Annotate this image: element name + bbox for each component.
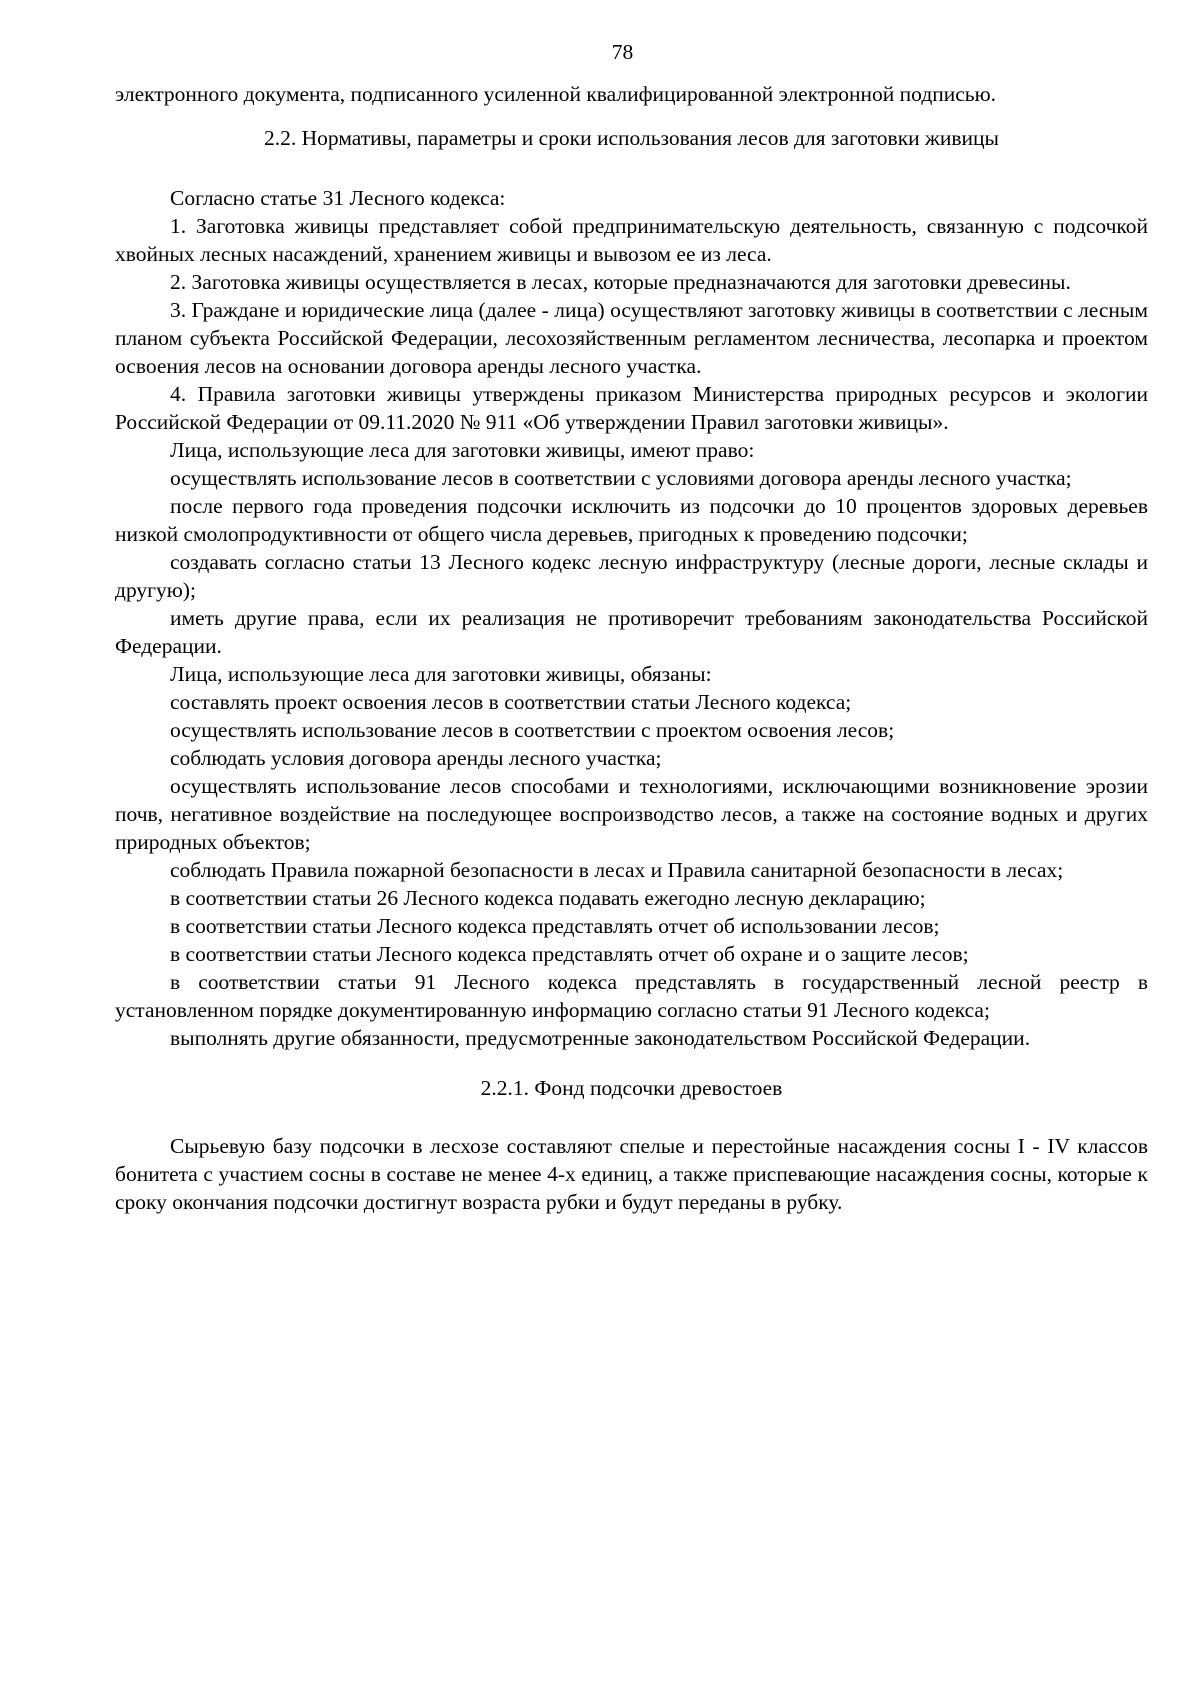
section-2-2-text (115, 184, 1148, 1052)
paragraph: 3. Граждане и юридические лица (далее - лица) осуществляют заготовку живицы в соответствии с лесным планом субъекта Российской Федерации, лесохозяйственным регламентом лесничества, лесопарка и проектом освоения лесов на основании договора аренды лесного участка. (115, 298, 1148, 378)
paragraph: осуществлять использование лесов в соответствии с проектом освоения лесов; (170, 718, 895, 742)
paragraph: в соответствии статьи Лесного кодекса представлять отчет об использовании лесов; (170, 914, 940, 938)
paragraph: в соответствии статьи 91 Лесного кодекса представлять в государственный лесной реестр в установленном порядке документированную информацию согласно статьи 91 Лесного кодекса; (115, 970, 1148, 1022)
paragraph: в соответствии статьи Лесного кодекса представлять отчет об охране и о защите лесов; (170, 942, 969, 966)
paragraph: 2. Заготовка живицы осуществляется в лесах, которые предназначаются для заготовки древесины. (170, 270, 1071, 294)
intro-line: электронного документа, подписанного усиленной квалифицированной электронной подписью. (115, 82, 997, 106)
page-number: 78 (611, 40, 634, 64)
paragraph: создавать согласно статьи 13 Лесного кодекс лесную инфраструктуру (лесные дороги, лесные склады и другую); (115, 550, 1148, 602)
paragraph: составлять проект освоения лесов в соответствии статьи Лесного кодекса; (170, 690, 852, 714)
paragraph: 1. Заготовка живицы представляет собой предпринимательскую деятельность, связанную с подсочкой хвойных лесных насаждений, хранением живицы и вывозом ее из леса. (115, 214, 1148, 266)
document-body (115, 80, 1148, 1216)
paragraph: соблюдать Правила пожарной безопасности в лесах и Правила санитарной безопасности в лесах; (170, 858, 1064, 882)
paragraph: Лица, использующие леса для заготовки живицы, имеют право: (170, 438, 755, 462)
paragraph: после первого года проведения подсочки исключить из подсочки до 10 процентов здоровых деревьев низкой смолопродуктивности от общего числа деревьев, пригодных к проведению подсочки; (115, 494, 1148, 546)
paragraph: 4. Правила заготовки живицы утверждены приказом Министерства природных ресурсов и экологии Российской Федерации от 09.11.2020 № 911 «Об утверждении Правил заготовки живицы». (115, 382, 1148, 434)
paragraph: соблюдать условия договора аренды лесного участка; (170, 746, 662, 770)
paragraph: осуществлять использование лесов в соответствии с условиями договора аренды лесного участка; (170, 466, 1072, 490)
paragraph: в соответствии статьи 26 Лесного кодекса подавать ежегодно лесную декларацию; (170, 886, 926, 910)
paragraph: Лица, использующие леса для заготовки живицы, обязаны: (170, 662, 712, 686)
section-heading-2-2-1: 2.2.1. Фонд подсочки древостоев (480, 1076, 783, 1100)
paragraph: выполнять другие обязанности, предусмотренные законодательством Российской Федерации. (170, 1026, 1031, 1050)
paragraph: Согласно статье 31 Лесного кодекса: (170, 186, 506, 210)
final-paragraph: Сырьевую базу подсочки в лесхозе составляют спелые и перестойные насаждения сосны I - IV классов бонитета с участием сосны в составе не менее 4-х единиц, а также приспевающие насаждения сосны, которые к сроку окончания подсочки достигнут возраста рубки и будут переданы в рубку. (115, 1134, 1148, 1214)
paragraph: осуществлять использование лесов способами и технологиями, исключающими возникновение эрозии почв, негативное воздействие на последующее воспроизводство лесов, а также на состояние водных и других природных объектов; (115, 774, 1148, 854)
section-heading-2-2: 2.2. Нормативы, параметры и сроки использования лесов для заготовки живицы (264, 126, 999, 150)
paragraph: иметь другие права, если их реализация не противоречит требованиям законодательства Российской Федерации. (115, 606, 1148, 658)
